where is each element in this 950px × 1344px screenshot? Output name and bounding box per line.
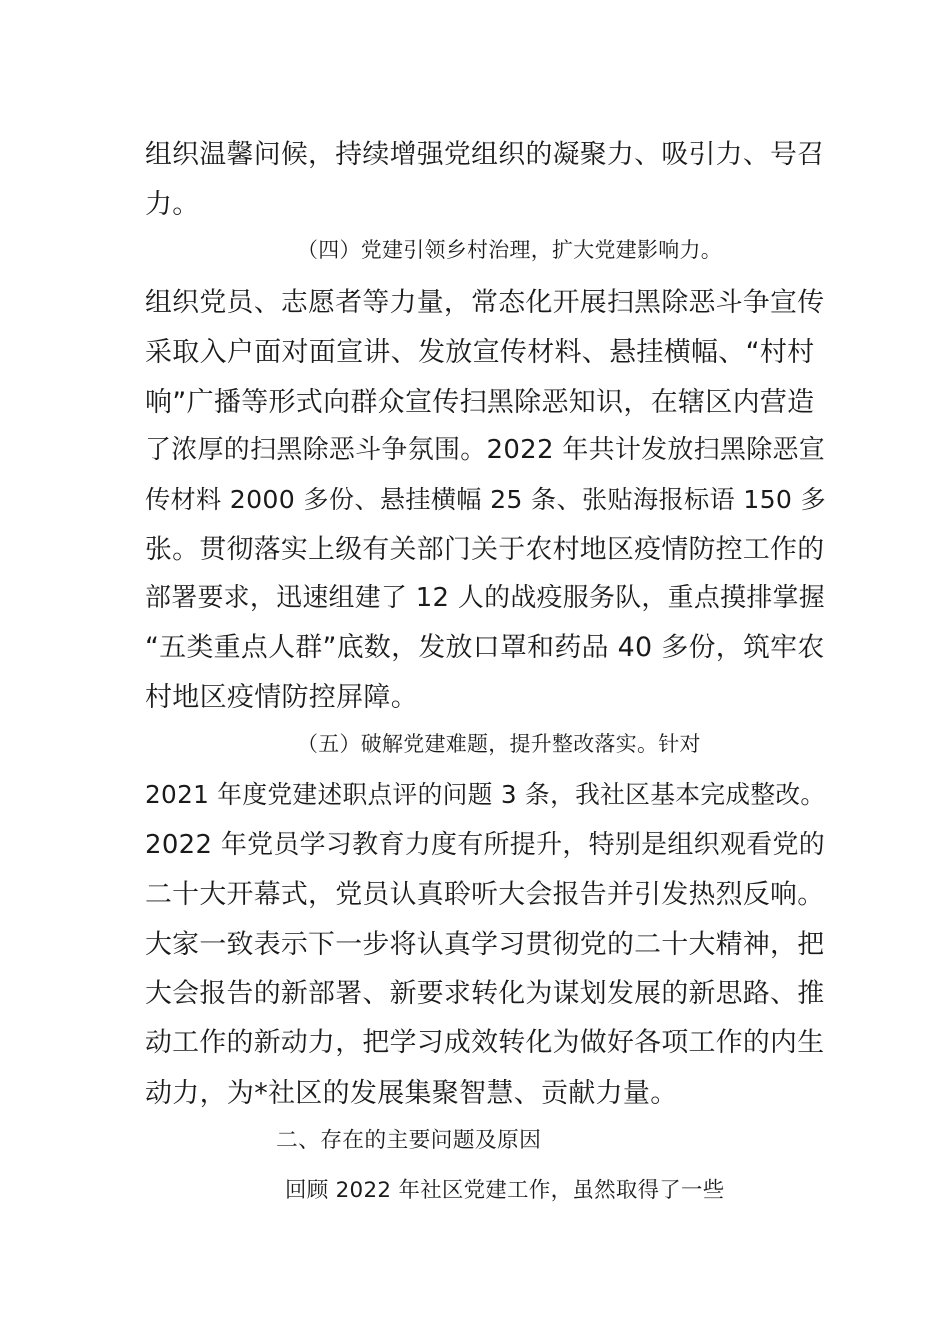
text-line: 大家一致表示下一步将认真学习贯彻党的二十大精神，把	[145, 929, 825, 960]
text-line: 传材料 2000 多份、悬挂横幅 25 条、张贴海报标语 150 多	[145, 485, 827, 514]
text-line: 响”广播等形式向群众宣传扫黑除恶知识，在辖区内营造	[145, 387, 815, 418]
text-line: 2022 年党员学习教育力度有所提升，特别是组织观看党的	[145, 830, 826, 860]
text-line: 组织党员、志愿者等力量，常态化开展扫黑除恶斗争宣传	[145, 287, 825, 318]
text-line: 部署要求，迅速组建了 12 人的战疫服务队，重点摸排掌握	[145, 583, 825, 613]
section-heading-2: 二、存在的主要问题及原因	[276, 1128, 542, 1153]
text-line: 动工作的新动力，把学习成效转化为做好各项工作的内生	[145, 1027, 825, 1058]
text-line: 回顾 2022 年社区党建工作，虽然取得了一些	[285, 1178, 725, 1203]
text-line: 了浓厚的扫黑除恶斗争氛围。2022 年共计发放扫黑除恶宣	[145, 435, 826, 465]
text-line: 采取入户面对面宣讲、发放宣传材料、悬挂横幅、“村村	[145, 337, 815, 368]
text-line: 大会报告的新部署、新要求转化为谋划发展的新思路、推	[145, 978, 825, 1009]
text-line: 张。贯彻落实上级有关部门关于农村地区疫情防控工作的	[145, 534, 825, 565]
text-line: 二十大开幕式，党员认真聆听大会报告并引发热烈反响。	[145, 879, 825, 910]
section-heading-4: （四）党建引领乡村治理，扩大党建影响力。	[297, 238, 723, 262]
section-heading-5: （五）破解党建难题，提升整改落实。针对	[297, 732, 701, 756]
text-line: 2021 年度党建述职点评的问题 3 条，我社区基本完成整改。	[145, 780, 826, 809]
text-line: 组织温馨问候，持续增强党组织的凝聚力、吸引力、号召	[145, 139, 825, 170]
text-line: 动力，为*社区的发展集聚智慧、贡献力量。	[145, 1078, 678, 1109]
text-line: 力。	[145, 189, 200, 220]
text-line: “五类重点人群”底数，发放口罩和药品 40 多份，筑牢农	[145, 632, 825, 663]
text-line: 村地区疫情防控屏障。	[145, 682, 418, 713]
